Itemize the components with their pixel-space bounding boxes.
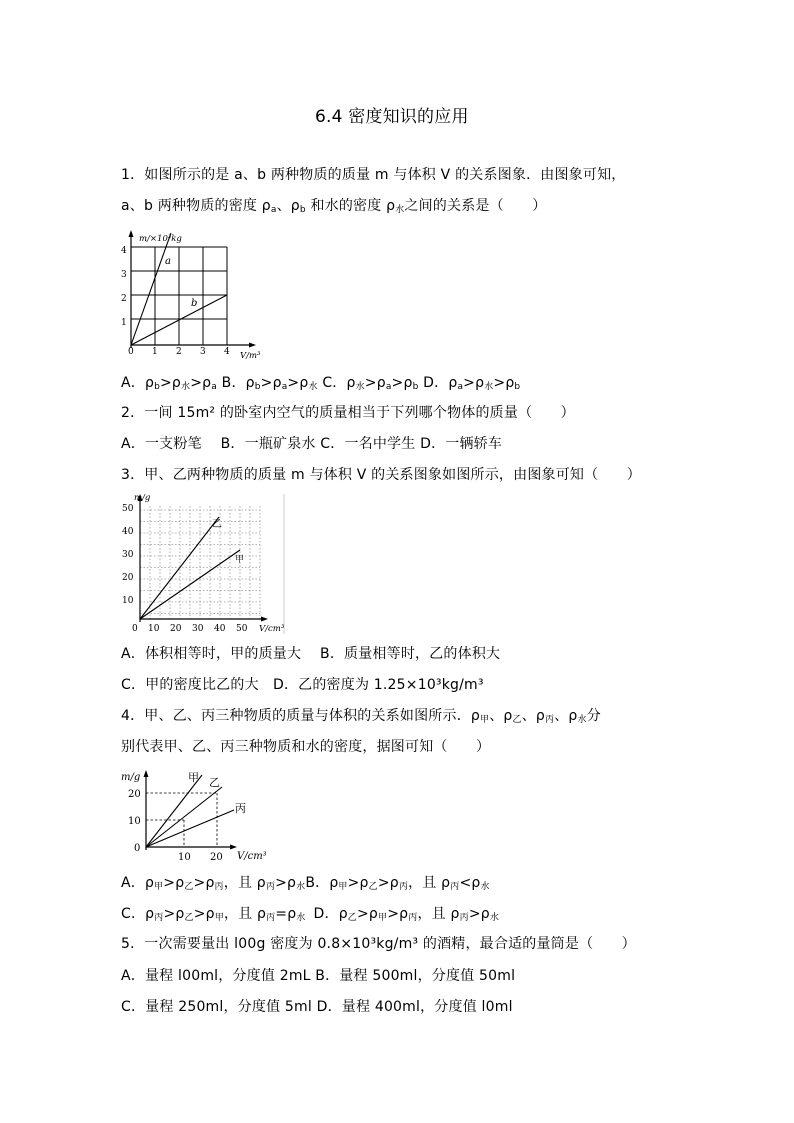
q1-ylabel: m/×10³kg <box>139 234 182 244</box>
q1-option-c: C．$\rho_水>\rho_a>\rho_b$ <box>322 375 419 392</box>
q4-line-bing <box>146 810 234 847</box>
q4-label-jia: 甲 <box>188 771 199 784</box>
q1-xtick: 4 <box>224 347 230 357</box>
q3-stem: 3．甲、乙两种物质的质量 m 与体积 V 的关系图象如图所示，由图象可知（ ） <box>121 467 641 483</box>
q1-origin: 0 <box>128 347 134 357</box>
q3-xtick: 20 <box>170 624 182 634</box>
q4-origin: 0 <box>134 843 141 854</box>
q3-xtick: 30 <box>192 624 204 634</box>
q1-xtick: 1 <box>152 347 158 357</box>
q3-xtick: 40 <box>214 624 226 634</box>
q4-x-arrow <box>230 845 237 850</box>
q3-origin: 0 <box>132 624 138 634</box>
q1-option-b: B．$\rho_b>\rho_a>\rho_水$ <box>221 375 318 392</box>
q1-options <box>121 374 520 392</box>
q4-options-cd <box>121 905 499 923</box>
q1-ytick: 2 <box>121 294 127 304</box>
q4-options-ab <box>121 874 490 892</box>
q4-chart <box>116 768 276 866</box>
q3-ylabel: m/g <box>134 493 151 503</box>
q1-option-a: A．$\rho_b>\rho_水>\rho_a$ <box>121 375 217 392</box>
q4-label-bing: 丙 <box>235 802 246 815</box>
q4-option-c: C．$\rho_丙>\rho_乙>\rho_甲$，且 $\rho_丙=\rho_水$ <box>121 906 306 923</box>
q3-options-cd: C．甲的密度比乙的大 D．乙的密度为 1.25×10³kg/m³ <box>121 677 484 693</box>
q1-option-d: D．$\rho_a>\rho_水>\rho_b$ <box>423 375 521 392</box>
q5-stem: 5．一次需要量出 l00g 密度为 0.8×10³kg/m³ 的酒精，最合适的量筒是（ ） <box>121 936 636 952</box>
q1-xtick: 2 <box>176 347 182 357</box>
q3-ytick: 40 <box>122 527 134 537</box>
q1-xlabel: V/m³ <box>240 351 261 361</box>
q3-x-arrow <box>261 617 268 622</box>
q1-x-arrow <box>249 343 256 348</box>
q4-option-b: B．$\rho_甲>\rho_乙>\rho_丙$，且 $\rho_丙<\rho_水$ <box>305 875 490 892</box>
q3-ytick: 50 <box>122 504 134 514</box>
q4-label-yi: 乙 <box>209 776 220 789</box>
q3-chart <box>114 490 289 638</box>
q3-ytick: 20 <box>122 573 134 583</box>
q4-xlabel: V/cm³ <box>237 851 267 862</box>
q1-label-b: b <box>191 298 198 309</box>
q1-ytick: 3 <box>121 270 127 280</box>
q4-y-arrow <box>144 770 149 777</box>
q3-xlabel: V/cm³ <box>259 624 285 634</box>
q4-ylabel: m/g <box>121 772 141 783</box>
q5-options-ab: A．量程 l00ml，分度值 2mL B．量程 500ml，分度值 50ml <box>121 968 516 984</box>
q3-ytick: 30 <box>122 550 134 560</box>
q4-xtick: 20 <box>210 852 223 863</box>
q1-y-arrow <box>129 230 134 237</box>
q4-option-d: D．$\rho_乙>\rho_甲>\rho_丙$，且 $\rho_丙>\rho_水$ <box>313 906 500 923</box>
q3-xtick: 50 <box>236 624 248 634</box>
q3-ytick: 10 <box>122 596 134 606</box>
q3-options-ab: A．体积相等时，甲的质量大 B．质量相等时，乙的体积大 <box>121 646 501 662</box>
q3-label-jia: 甲 <box>235 555 245 565</box>
q4-xtick: 10 <box>178 852 191 863</box>
q1-label-a: a <box>165 256 171 267</box>
q1-xtick: 3 <box>200 347 206 357</box>
q1-ytick: 4 <box>121 246 127 256</box>
q3-label-yi: 乙 <box>212 519 222 530</box>
q1-stem-line2: a、b 两种物质的密度 $\rho_a$、$\rho_b$ 和水的密度 $\rho_水$之间的关系是（ ） <box>121 198 547 215</box>
q1-chart <box>110 228 270 363</box>
q1-ytick: 1 <box>121 318 127 328</box>
q4-line-jia <box>146 775 202 847</box>
q4-ytick: 10 <box>128 816 141 827</box>
q4-ytick: 20 <box>128 789 141 800</box>
q4-option-a: A．$\rho_甲>\rho_乙>\rho_丙$，且 $\rho_丙>\rho_水$ <box>121 875 306 892</box>
q1-grid <box>131 247 227 345</box>
page-title: 6.4 密度知识的应用 <box>315 107 469 127</box>
q3-line-yi <box>140 517 219 619</box>
q1-stem-line1: 1．如图所示的是 a、b 两种物质的质量 m 与体积 V 的关系图象．由图象可知， <box>121 167 626 183</box>
q4-stem-line2: 别代表甲、乙、丙三种物质和水的密度，据图可知（ ） <box>121 739 491 755</box>
q5-options-cd: C．量程 250ml，分度值 5ml D．量程 400ml，分度值 l0ml <box>121 999 513 1015</box>
q1-line-a <box>131 233 171 345</box>
q3-xtick: 10 <box>148 624 160 634</box>
q2-stem: 2．一间 15m² 的卧室内空气的质量相当于下列哪个物体的质量（ ） <box>121 405 575 421</box>
q4-stem-line1: 4．甲、乙、丙三种物质的质量与体积的关系如图所示．$\rho_甲$、$\rho_乙$、$\rho_丙$、$\rho_水$分 <box>121 708 601 725</box>
q2-options: A．一支粉笔 B．一瓶矿泉水 C．一名中学生 D．一辆轿车 <box>121 436 503 452</box>
